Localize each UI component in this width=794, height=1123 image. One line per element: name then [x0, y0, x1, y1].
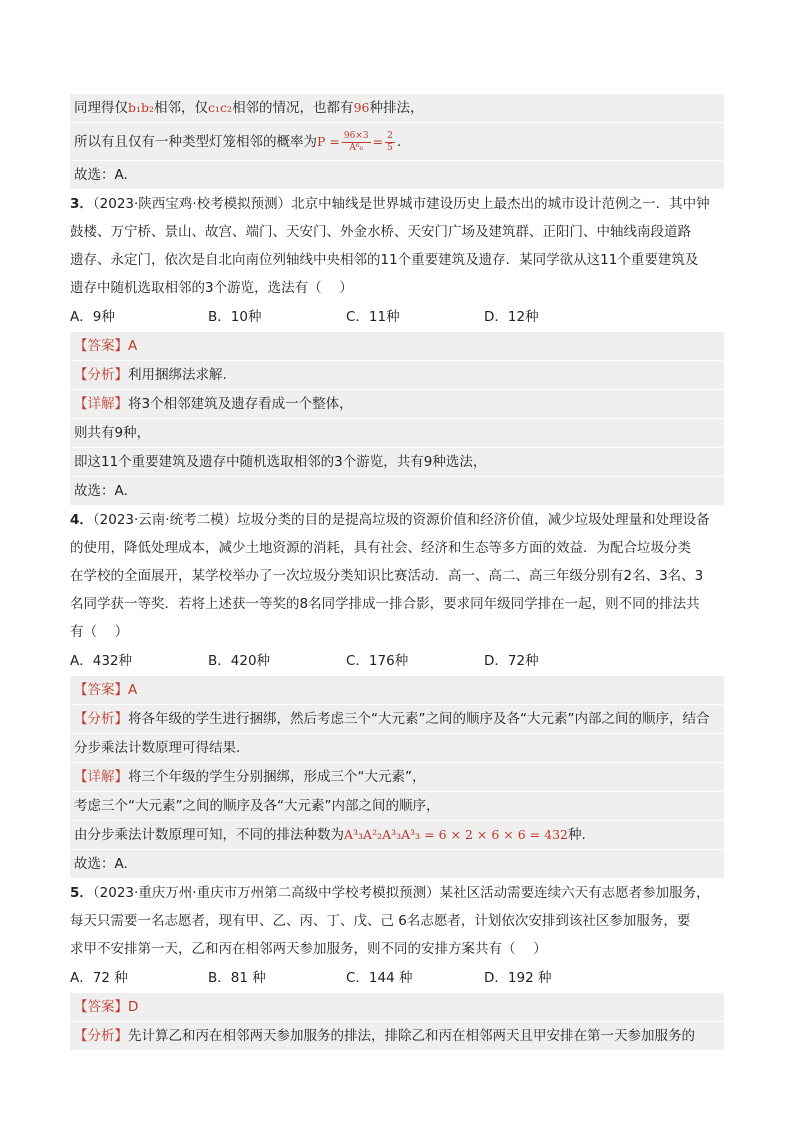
- question-line: [70, 246, 724, 274]
- text: 故选：A.: [74, 483, 128, 499]
- question-text: 有（ ）: [70, 624, 129, 640]
- detail-text: 将3个相邻建筑及遗存看成一个整体，: [128, 396, 353, 412]
- answer-line: [70, 993, 724, 1021]
- fraction: [342, 131, 371, 154]
- question-line: [70, 907, 724, 935]
- question-text: 遗存、永定门，依次是自北向南位列轴线中央相邻的11个重要建筑及遗存．某同学欲从这11个重要建筑及: [70, 252, 699, 268]
- analysis-line: [70, 361, 724, 389]
- analysis-text: 将各年级的学生进行捆绑，然后考虑三个“大元素”之间的顺序及各“大元素”内部之间的顺序，结合: [128, 711, 710, 727]
- text: 则共有9种，: [74, 425, 151, 441]
- option-a: A．9种: [70, 309, 115, 325]
- question-text: 的使用，降低处理成本，减少土地资源的消耗，具有社会、经济和生态等多方面的效益．为配合垃圾分类: [70, 540, 691, 556]
- options-row: [70, 646, 724, 676]
- text: 种排法，: [369, 100, 424, 116]
- question-text: 名同学获一等奖．若将上述获一等奖的8名同学排成一排合影，要求同年级同学排在一起，则不同的排法共: [70, 596, 700, 612]
- question-line: [70, 534, 724, 562]
- analysis-tag: 【分析】: [74, 711, 128, 727]
- text: 相邻，仅: [154, 100, 209, 116]
- question-text: 在学校的全面展开，某学校举办了一次垃圾分类知识比赛活动．高一、高二、高三年级分别有2名、3名、3: [70, 568, 704, 584]
- option-c: C．144 种: [346, 970, 413, 986]
- analysis-line: [70, 1022, 724, 1050]
- question-line: [70, 879, 724, 907]
- answer-value: D: [128, 999, 139, 1015]
- solution-line: [70, 448, 724, 476]
- question-text: 鼓楼、万宁桥、景山、故宫、端门、天安门、外金水桥、天安门广场及建筑群、正阳门、中轴线南段道路: [70, 224, 691, 240]
- fraction-numerator: 96×3: [343, 130, 369, 141]
- question-text: 遗存中随机选取相邻的3个游览，选法有（ ）: [70, 280, 353, 296]
- detail-line: [70, 390, 724, 418]
- answer-tag: 【答案】: [74, 999, 128, 1015]
- text: 由分步乘法计数原理可知，不同的排法种数为: [74, 827, 344, 843]
- option-d: D．72种: [484, 653, 539, 669]
- option-c: C．176种: [346, 653, 409, 669]
- option-a: A．432种: [70, 653, 133, 669]
- question-text: （2023·云南·统考二模）垃圾分类的目的是提高垃圾的资源价值和经济价值，减少垃圾处理量和处理设备: [92, 512, 710, 528]
- analysis-line: [70, 734, 724, 762]
- option-d: D．12种: [484, 309, 539, 325]
- fraction-numerator: 2: [387, 130, 393, 141]
- math: c₁c₂: [208, 100, 233, 115]
- math: P =: [317, 134, 340, 149]
- question-line: [70, 274, 724, 302]
- text: 种.: [567, 827, 586, 843]
- option-b: B．10种: [208, 309, 262, 325]
- options-row: [70, 302, 724, 332]
- solution-line: [70, 792, 724, 820]
- answer-tag: 【答案】: [74, 338, 128, 354]
- text: .: [396, 134, 402, 150]
- option-b: B．420种: [208, 653, 271, 669]
- answer-value: A: [128, 338, 138, 354]
- question-number: 3．: [70, 196, 93, 212]
- text: 故选：A.: [74, 856, 128, 872]
- question-text: 求甲不安排第一天，乙和丙在相邻两天参加服务，则不同的安排方案共有（ ）: [70, 941, 547, 957]
- solution-line: [70, 161, 724, 189]
- text: 同理得仅: [74, 100, 128, 116]
- question-line: [70, 590, 724, 618]
- solution-line: [70, 821, 724, 849]
- text: 所以有且仅有一种类型灯笼相邻的概率为: [74, 134, 317, 150]
- question-number: 4．: [70, 512, 93, 528]
- answer-line: [70, 332, 724, 360]
- question-line: [70, 190, 724, 218]
- question-line: [70, 562, 724, 590]
- answer-tag: 【答案】: [74, 682, 128, 698]
- analysis-tag: 【分析】: [74, 367, 128, 383]
- option-c: C．11种: [346, 309, 400, 325]
- fraction: [385, 131, 395, 154]
- fraction-denominator: 5: [387, 142, 393, 153]
- math: A³₃A²₂A³₃A³₃ = 6 × 2 × 6 × 6 = 432: [344, 827, 568, 842]
- document-page: [70, 94, 724, 1051]
- analysis-text: 分步乘法计数原理可得结果.: [74, 740, 241, 756]
- answer-value: A: [128, 682, 138, 698]
- analysis-line: [70, 705, 724, 733]
- detail-tag: 【详解】: [74, 396, 128, 412]
- analysis-tag: 【分析】: [74, 1028, 128, 1044]
- solution-line: [70, 123, 724, 160]
- text: 相邻的情况，也都有: [232, 100, 354, 116]
- answer-line: [70, 676, 724, 704]
- math: 96: [353, 100, 370, 115]
- question-text: （2023·重庆万州·重庆市万州第二高级中学校考模拟预测）某社区活动需要连续六天有志愿者参加服务，: [92, 885, 710, 901]
- option-a: A．72 种: [70, 970, 128, 986]
- detail-text: 将三个年级的学生分别捆绑，形成三个“大元素”，: [128, 769, 426, 785]
- solution-line: [70, 94, 724, 122]
- text: 故选：A.: [74, 167, 128, 183]
- options-row: [70, 963, 724, 993]
- text: 即这11个重要建筑及遗存中随机选取相邻的3个游览，共有9种选法，: [74, 454, 487, 470]
- text: 考虑三个“大元素”之间的顺序及各“大元素”内部之间的顺序，: [74, 798, 440, 814]
- detail-tag: 【详解】: [74, 769, 128, 785]
- option-b: B．81 种: [208, 970, 266, 986]
- detail-line: [70, 763, 724, 791]
- math: b₁b₂: [128, 100, 155, 115]
- solution-line: [70, 477, 724, 505]
- fraction-denominator: A⁶₆: [349, 142, 364, 153]
- solution-line: [70, 850, 724, 878]
- question-number: 5．: [70, 885, 93, 901]
- question-text: （2023·陕西宝鸡·校考模拟预测）北京中轴线是世界城市建设历史上最杰出的城市设计范例之一．其中钟: [92, 196, 710, 212]
- analysis-text: 先计算乙和丙在相邻两天参加服务的排法，排除乙和丙在相邻两天且甲安排在第一天参加服务的: [128, 1028, 695, 1044]
- question-line: [70, 218, 724, 246]
- analysis-text: 利用捆绑法求解.: [128, 367, 227, 383]
- option-d: D．192 种: [484, 970, 552, 986]
- question-line: [70, 935, 724, 963]
- question-text: 每天只需要一名志愿者，现有甲、乙、丙、丁、戊、己 6名志愿者，计划依次安排到该社区参加服务，要: [70, 913, 691, 929]
- math: =: [372, 134, 384, 149]
- question-line: [70, 618, 724, 646]
- solution-line: [70, 419, 724, 447]
- question-line: [70, 506, 724, 534]
